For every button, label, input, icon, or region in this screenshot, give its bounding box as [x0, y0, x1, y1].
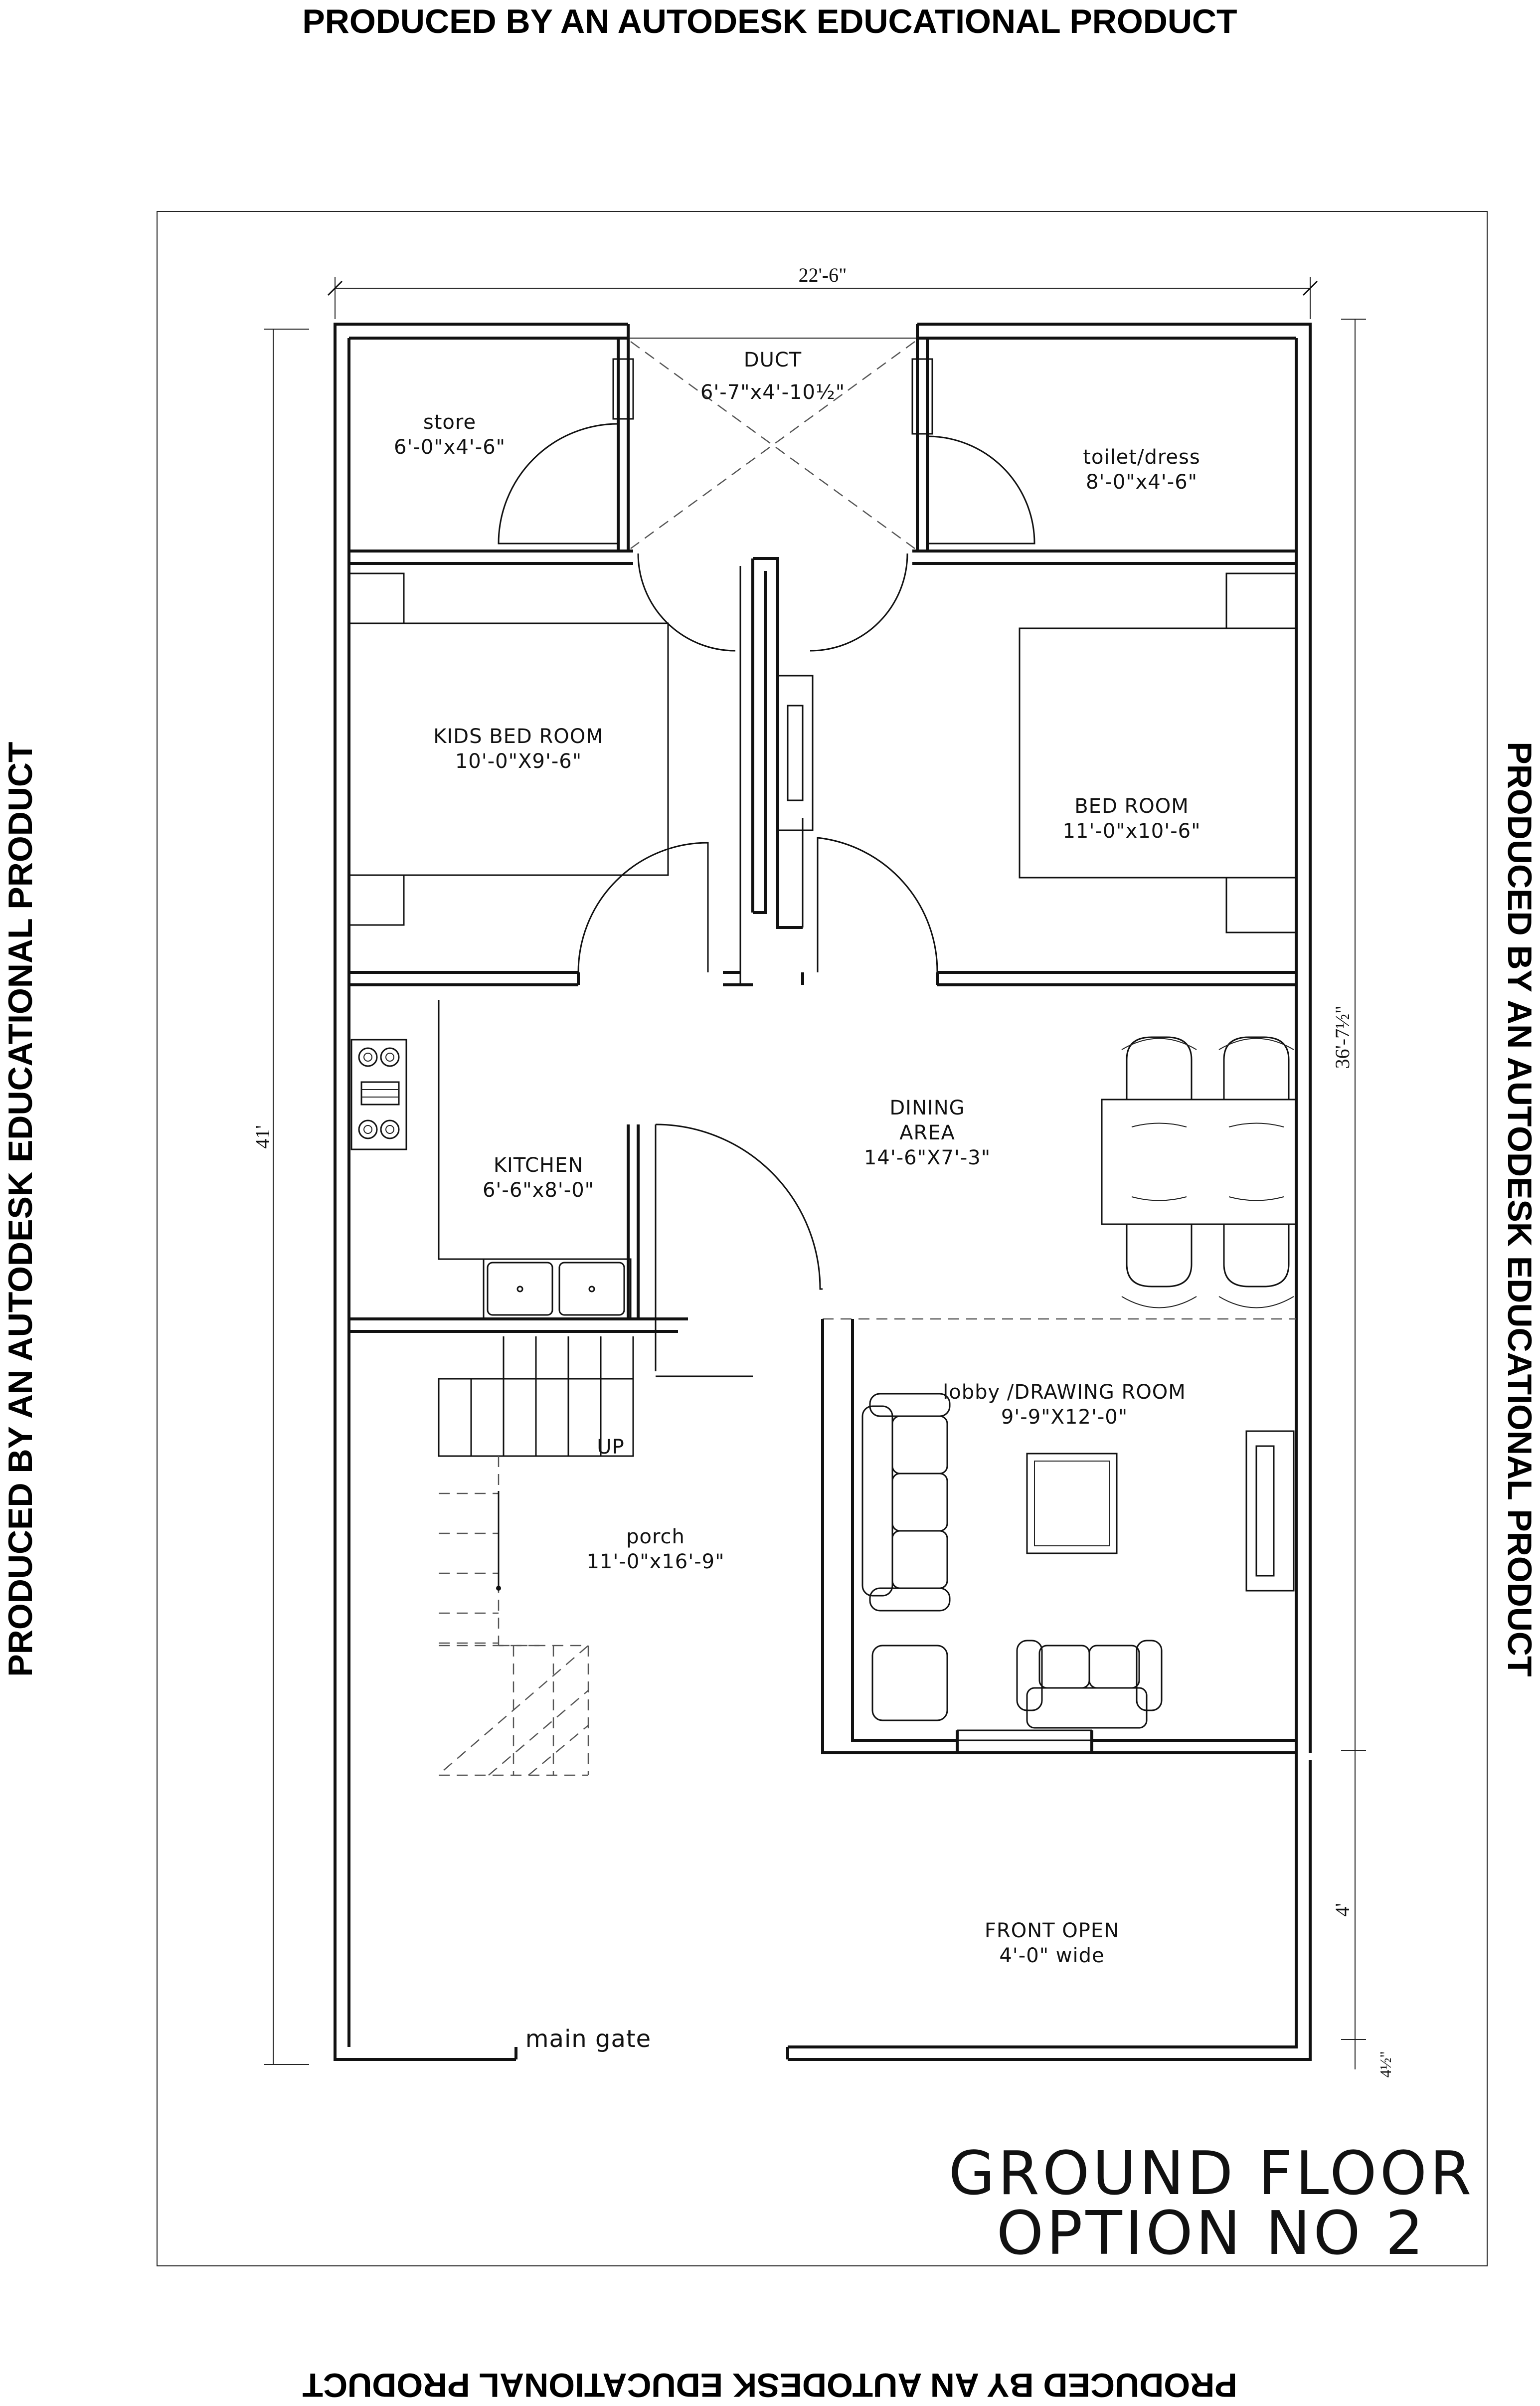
front-open: [985, 1740, 1296, 2047]
outer-walls: [335, 324, 1310, 2059]
lobby-name: lobby /DRAWING ROOM: [943, 1381, 1186, 1404]
total-depth-label: 41': [251, 1125, 274, 1149]
front-open-size: 4'-0" wide: [999, 1944, 1105, 1967]
front-step-label: 4½": [1376, 2051, 1394, 2078]
stair-up-label: UP: [597, 1436, 625, 1459]
front-open-name: FRONT OPEN: [984, 1919, 1120, 1942]
house-depth-label: 36'-7½": [1331, 1005, 1354, 1069]
dimension-width: [328, 264, 1317, 319]
bed-name: BED ROOM: [1074, 795, 1189, 818]
dimension-house-depth: [1331, 319, 1394, 2078]
width-dimension-label: 22'-6": [798, 264, 847, 286]
dining-name2: AREA: [899, 1121, 955, 1144]
title-line2: OPTION NO 2: [996, 2199, 1427, 2268]
sheet-border: [157, 211, 1487, 2266]
duct-size: 6'-7"x4'-10½": [700, 381, 846, 404]
store-room: [349, 338, 633, 563]
central-partition: [753, 558, 813, 927]
porch: [439, 1336, 725, 1775]
watermark-left: PRODUCED BY AN AUTODESK EDUCATIONAL PRODUCT: [1, 741, 39, 1677]
lobby-size: 9'-9"X12'-0": [1001, 1406, 1128, 1429]
toilet-name: toilet/dress: [1083, 446, 1200, 469]
bed-size: 11'-0"x10'-6": [1062, 820, 1201, 843]
watermark-bottom: PRODUCED BY AN AUTODESK EDUCATIONAL PRODUCT: [302, 2366, 1237, 2404]
dining-size: 14'-6"X7'-3": [863, 1146, 991, 1169]
watermark-top: PRODUCED BY AN AUTODESK EDUCATIONAL PRODUCT: [302, 2, 1237, 40]
duct-name: DUCT: [743, 349, 802, 371]
duct: [628, 338, 917, 549]
watermark-right: PRODUCED BY AN AUTODESK EDUCATIONAL PRODUCT: [1501, 741, 1539, 1677]
dining-chairs: [1122, 1037, 1294, 1308]
kids-bed-size: 10'-0"X9'-6": [455, 750, 582, 773]
toilet-room: [912, 338, 1296, 563]
dining-name: DINING: [889, 1097, 965, 1119]
duct-door-right: [810, 554, 907, 651]
lobby-drawing-room: [823, 1319, 1296, 1753]
kitchen-size: 6'-6"x8'-0": [482, 1179, 595, 1202]
bed-room: [803, 573, 1296, 985]
dimension-total-depth: [251, 329, 309, 2064]
main-gate-label: main gate: [525, 2025, 652, 2053]
store-size: 6'-0"x4'-6": [393, 436, 506, 459]
kids-bed-name: KIDS BED ROOM: [433, 725, 604, 748]
store-name: store: [423, 411, 477, 434]
duct-door-left: [638, 554, 735, 651]
dining-area: [628, 1037, 1296, 1376]
kids-bed-room: [349, 566, 753, 985]
kitchen-name: KITCHEN: [493, 1154, 584, 1177]
title-line1: GROUND FLOOR: [948, 2139, 1475, 2209]
porch-size: 11'-0"x16'-9": [586, 1550, 725, 1573]
front-open-depth-label: 4': [1331, 1903, 1354, 1917]
porch-name: porch: [626, 1525, 685, 1548]
toilet-size: 8'-0"x4'-6": [1085, 471, 1198, 494]
